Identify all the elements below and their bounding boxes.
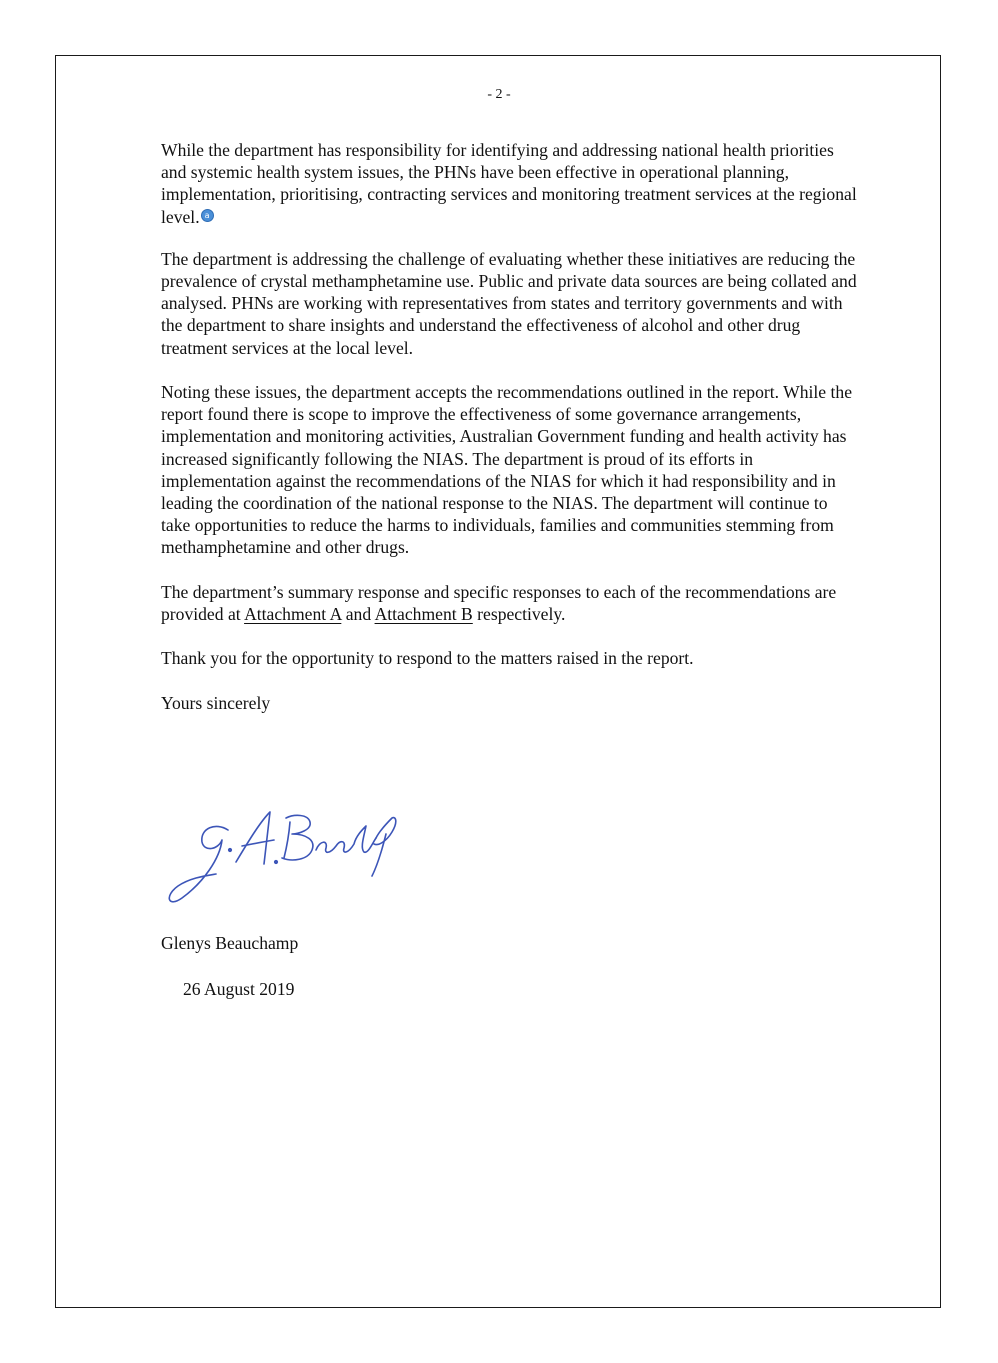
reference-marker-icon[interactable]: a (201, 209, 214, 222)
attachments-text-suffix: respectively. (472, 604, 566, 625)
paragraph-attachments (161, 581, 861, 625)
paragraph-phn-effectiveness (161, 139, 861, 228)
paragraph-accept-recommendations: Noting these issues, the department accepts the recommendations outlined in the report. While the report found there is scope to improve the effectiveness of some governance arrangements, implementation and monitoring activities, Australian Government funding and health activity has increased significantly following the NIAS. The department is proud of its efforts in implementation against the recommendations of the NIAS for which it had responsibility and in leading the coordination of the national response to the NIAS. The department will continue to take opportunities to reduce the harms to individuals, families and communities stemming from methamphetamine and other drugs. (161, 382, 853, 558)
signature-date: 26 August 2019 (183, 979, 295, 999)
handwritten-signature (160, 800, 420, 910)
closing-salutation: Yours sincerely (161, 692, 271, 713)
attachment-b-link[interactable]: Attachment B (374, 604, 473, 625)
page-number: - 2 - (487, 87, 511, 102)
attachments-text-middle: and (341, 604, 375, 625)
paragraph-text: While the department has responsibility for identifying and addressing national health priorities and systemic health system issues, the PHNs have been effective in operational planning, implementation, prioritising, contracting services and monitoring treatment services at the regional level. (161, 140, 857, 227)
paragraph-thank-you: Thank you for the opportunity to respond to the matters raised in the report. (161, 648, 694, 669)
paragraph-evaluation-challenge: The department is addressing the challenge of evaluating whether these initiatives are reducing the prevalence of crystal methamphetamine use. Public and private data sources are being collated and analysed. PHNs are working with representatives from states and territory governments and with the department to share insights and understand the effectiveness of alcohol and other drug treatment services at the local level. (161, 248, 857, 358)
signatory-name: Glenys Beauchamp (161, 933, 299, 953)
letter-body (161, 139, 861, 736)
attachments-text-prefix: The department’s summary response and specific responses to each of the recommendations are provided at (161, 581, 837, 625)
attachment-a-link[interactable]: Attachment A (244, 604, 342, 625)
